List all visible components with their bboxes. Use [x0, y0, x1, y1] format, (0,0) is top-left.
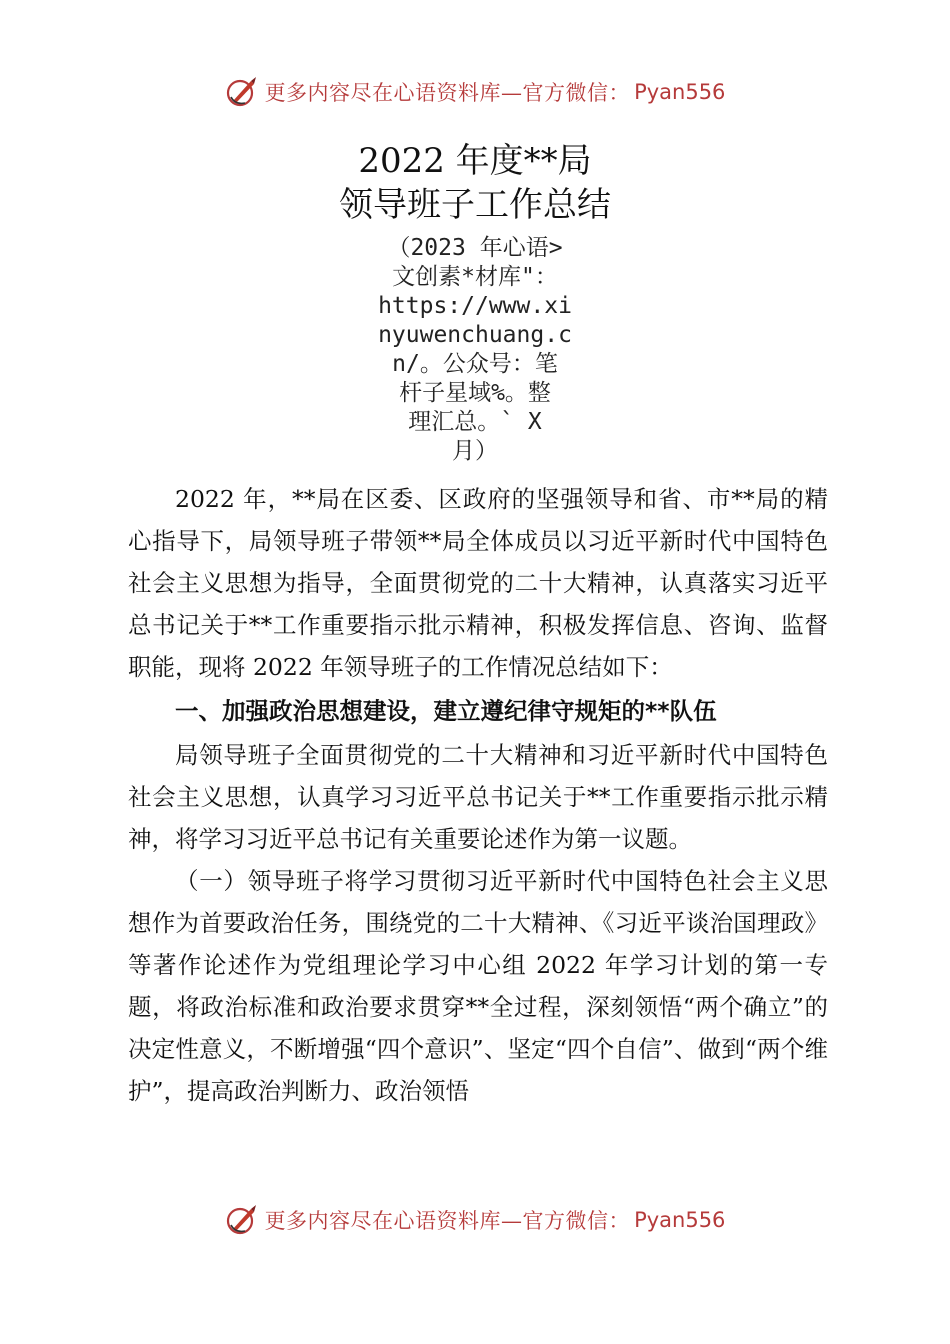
- source-note-line: 杆子星域%。整: [399, 380, 551, 406]
- source-note-line: n/。公众号：笔: [392, 351, 558, 377]
- footer-banner: [0, 1200, 950, 1240]
- document-title-line2: 领导班子工作总结: [339, 185, 611, 225]
- document-body: [128, 478, 828, 1112]
- quill-pen-icon: [225, 75, 259, 109]
- source-note-line: 理汇总。` X: [408, 409, 542, 435]
- quill-pen-icon: [225, 1203, 259, 1237]
- banner-wechat-id: Pyan556: [634, 80, 726, 104]
- source-note-line: https://www.xi: [378, 293, 572, 319]
- document-title-line1: 2022 年度**局: [358, 141, 592, 181]
- intro-paragraph: 2022 年，**局在区委、区政府的坚强领导和省、市**局的精心指导下，局领导班子带领**局全体成员以习近平新时代中国特色社会主义思想为指导，全面贯彻党的二十大精神，认真落实习近平总书记关于**工作重要指示批示精神，积极发挥信息、咨询、监督职能，现将 2022 年领导班子的工作情况总结如下：: [128, 485, 828, 681]
- header-banner: [0, 72, 950, 112]
- source-note-line: （2023 年心语>: [387, 235, 563, 261]
- body-paragraph: （一）领导班子将学习贯彻习近平新时代中国特色社会主义思想作为首要政治任务，围绕党的二十大精神、《习近平谈治国理政》等著作论述作为党组理论学习中心组 2022 年学习计划的第一专题，将政治标准和政治要求贯穿**全过程，深刻领悟“两个确立”的决定性意义，不断增强“四个意识”、坚定“四个自信”、做到“两个维护”，提高政治判断力、政治领悟: [128, 867, 828, 1105]
- source-note-line: 文创素*材库"：: [392, 264, 558, 290]
- banner-text: 更多内容尽在心语资料库—官方微信：: [264, 1209, 631, 1233]
- section-heading: 一、加强政治思想建设，建立遵纪律守规矩的**队伍: [175, 697, 717, 725]
- banner-wechat-id: Pyan556: [634, 1208, 726, 1232]
- source-note-line: nyuwenchuang.c: [378, 322, 572, 348]
- banner-text: 更多内容尽在心语资料库—官方微信：: [264, 81, 631, 105]
- source-note-line: 月）: [452, 438, 498, 464]
- source-note: [370, 234, 580, 466]
- body-paragraph: 局领导班子全面贯彻党的二十大精神和习近平新时代中国特色社会主义思想，认真学习习近平总书记关于**工作重要指示批示精神，将学习习近平总书记有关重要论述作为第一议题。: [128, 741, 828, 853]
